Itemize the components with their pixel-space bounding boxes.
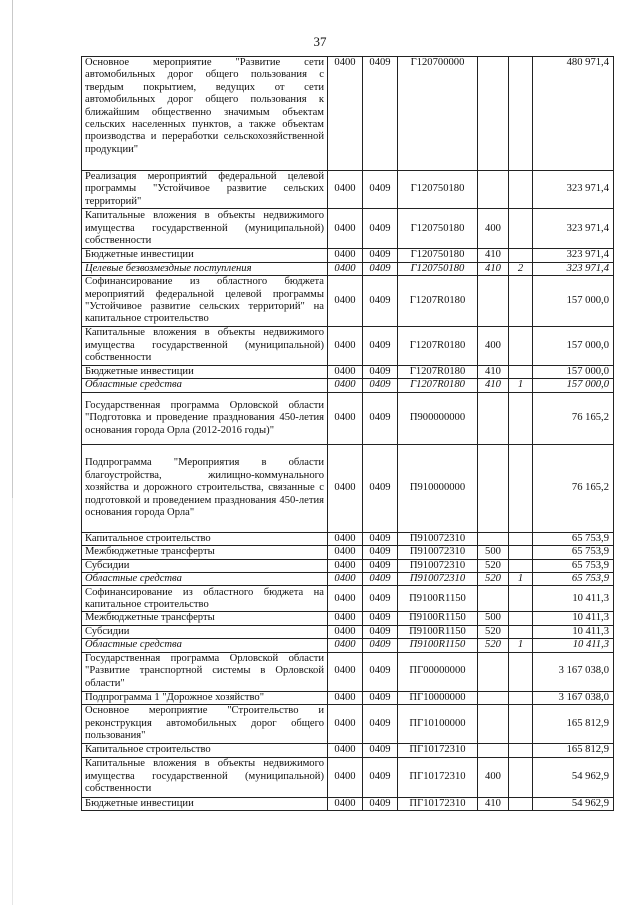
cell-sum: 65 753,9 [533,546,614,559]
cell-vr: 410 [478,249,509,262]
table-row [82,276,614,327]
table-row [82,379,614,392]
cell-csr: Г120750180 [398,209,478,249]
cell-rz: 0400 [328,379,363,392]
cell-csr: П9100R1150 [398,639,478,652]
cell-sum: 165 812,9 [533,705,614,744]
scan-edge-line [12,0,13,905]
cell-name: Межбюджетные трансферты [82,612,328,625]
cell-vr [478,532,509,545]
cell-csr: Г120750180 [398,262,478,275]
cell-csr: П9100R1150 [398,612,478,625]
cell-pr: 0409 [363,57,398,171]
cell-sum: 157 000,0 [533,379,614,392]
table-row [82,392,614,444]
cell-pr: 0409 [363,444,398,532]
cell-pr: 0409 [363,625,398,638]
cell-sum: 323 971,4 [533,262,614,275]
cell-name: Бюджетные инвестиции [82,366,328,379]
cell-csr: П910072310 [398,546,478,559]
table-row [82,691,614,704]
cell-ist [509,532,533,545]
cell-ist [509,546,533,559]
cell-rz: 0400 [328,392,363,444]
cell-name: Капитальное строительство [82,744,328,757]
cell-ist [509,57,533,171]
cell-name: Капитальные вложения в объекты недвижимого имущества государственной (муниципальной) собственности [82,327,328,366]
cell-name: Областные средства [82,639,328,652]
table-row [82,612,614,625]
cell-pr: 0409 [363,757,398,797]
cell-rz: 0400 [328,744,363,757]
cell-pr: 0409 [363,366,398,379]
cell-sum: 65 753,9 [533,573,614,586]
cell-sum: 157 000,0 [533,276,614,327]
budget-table [81,56,614,811]
cell-ist [509,625,533,638]
cell-pr: 0409 [363,327,398,366]
cell-csr: П9100R1150 [398,625,478,638]
cell-ist [509,705,533,744]
cell-pr: 0409 [363,209,398,249]
cell-ist: 1 [509,379,533,392]
cell-vr [478,276,509,327]
cell-ist [509,744,533,757]
cell-ist [509,249,533,262]
cell-rz: 0400 [328,262,363,275]
cell-csr: П910000000 [398,444,478,532]
cell-sum: 10 411,3 [533,586,614,612]
cell-name: Межбюджетные трансферты [82,546,328,559]
cell-rz: 0400 [328,532,363,545]
table-row [82,532,614,545]
cell-pr: 0409 [363,262,398,275]
cell-rz: 0400 [328,705,363,744]
cell-ist [509,444,533,532]
cell-vr [478,744,509,757]
cell-pr: 0409 [363,276,398,327]
cell-sum: 54 962,9 [533,757,614,797]
cell-rz: 0400 [328,444,363,532]
cell-pr: 0409 [363,652,398,691]
cell-name: Капитальные вложения в объекты недвижимого имущества государственной (муниципальной) собственности [82,757,328,797]
cell-rz: 0400 [328,652,363,691]
cell-ist [509,209,533,249]
cell-ist: 1 [509,573,533,586]
cell-pr: 0409 [363,532,398,545]
cell-name: Государственная программа Орловской области "Развитие транспортной системы в Орловской области" [82,652,328,691]
cell-name: Подпрограмма "Мероприятия в области благоустройства, жилищно-коммунального хозяйства и дорожного строительства, связанные с подготовкой и проведением празднования 450-летия основания города Орла" [82,444,328,532]
cell-rz: 0400 [328,639,363,652]
cell-csr: ПГ10000000 [398,691,478,704]
cell-vr [478,444,509,532]
table-row [82,625,614,638]
cell-csr: Г120750180 [398,249,478,262]
table-row [82,171,614,209]
cell-rz: 0400 [328,757,363,797]
cell-name: Бюджетные инвестиции [82,249,328,262]
cell-ist [509,559,533,572]
cell-ist [509,276,533,327]
cell-sum: 76 165,2 [533,392,614,444]
cell-name: Основное мероприятие "Строительство и реконструкция автомобильных дорог общего пользования" [82,705,328,744]
table-row [82,546,614,559]
cell-name: Капитальное строительство [82,532,328,545]
cell-pr: 0409 [363,612,398,625]
cell-ist [509,797,533,810]
cell-ist: 1 [509,639,533,652]
cell-vr [478,586,509,612]
cell-vr: 520 [478,573,509,586]
cell-name: Реализация мероприятий федеральной целевой программы "Устойчивое развитие сельских территорий" [82,171,328,209]
cell-name: Субсидии [82,625,328,638]
cell-name: Областные средства [82,573,328,586]
cell-vr: 410 [478,379,509,392]
cell-csr: ПГ10100000 [398,705,478,744]
cell-ist [509,612,533,625]
cell-csr: П910072310 [398,573,478,586]
cell-vr [478,691,509,704]
cell-ist [509,652,533,691]
cell-rz: 0400 [328,573,363,586]
table-row [82,652,614,691]
table-row [82,327,614,366]
cell-pr: 0409 [363,249,398,262]
cell-vr: 400 [478,327,509,366]
cell-sum: 3 167 038,0 [533,691,614,704]
cell-pr: 0409 [363,705,398,744]
cell-sum: 157 000,0 [533,327,614,366]
cell-pr: 0409 [363,546,398,559]
cell-rz: 0400 [328,57,363,171]
table-row [82,366,614,379]
table-row [82,639,614,652]
cell-name: Целевые безвозмездные поступления [82,262,328,275]
cell-pr: 0409 [363,573,398,586]
cell-sum: 10 411,3 [533,612,614,625]
cell-rz: 0400 [328,586,363,612]
cell-vr: 520 [478,639,509,652]
cell-sum: 480 971,4 [533,57,614,171]
cell-pr: 0409 [363,797,398,810]
cell-vr: 400 [478,757,509,797]
table-row [82,559,614,572]
cell-ist [509,586,533,612]
table-row [82,444,614,532]
cell-csr: ПГ00000000 [398,652,478,691]
cell-rz: 0400 [328,327,363,366]
cell-vr [478,392,509,444]
cell-vr: 520 [478,559,509,572]
cell-name: Капитальные вложения в объекты недвижимого имущества государственной (муниципальной) собственности [82,209,328,249]
cell-rz: 0400 [328,612,363,625]
table-row [82,586,614,612]
cell-ist [509,366,533,379]
cell-ist: 2 [509,262,533,275]
cell-sum: 65 753,9 [533,532,614,545]
cell-vr [478,652,509,691]
cell-sum: 3 167 038,0 [533,652,614,691]
cell-vr [478,705,509,744]
cell-name: Государственная программа Орловской области "Подготовка и проведение празднования 450-летия основания города Орла (2012-2016 годы)" [82,392,328,444]
cell-pr: 0409 [363,392,398,444]
cell-name: Субсидии [82,559,328,572]
table-row [82,57,614,171]
cell-name: Подпрограмма 1 "Дорожное хозяйство" [82,691,328,704]
cell-vr: 500 [478,612,509,625]
cell-name: Софинансирование из областного бюджета мероприятий федеральной целевой программы "Устойчивое развитие сельских территорий" на капитальное строительство [82,276,328,327]
cell-rz: 0400 [328,625,363,638]
cell-rz: 0400 [328,249,363,262]
cell-rz: 0400 [328,366,363,379]
cell-ist [509,327,533,366]
cell-csr: П910072310 [398,532,478,545]
cell-pr: 0409 [363,379,398,392]
cell-sum: 323 971,4 [533,171,614,209]
cell-csr: Г1207R0180 [398,276,478,327]
table-row [82,744,614,757]
cell-sum: 54 962,9 [533,797,614,810]
cell-name: Областные средства [82,379,328,392]
cell-vr [478,57,509,171]
cell-ist [509,171,533,209]
cell-csr: Г120700000 [398,57,478,171]
cell-ist [509,392,533,444]
cell-vr [478,171,509,209]
cell-vr: 410 [478,366,509,379]
cell-vr: 410 [478,797,509,810]
cell-csr: Г120750180 [398,171,478,209]
cell-pr: 0409 [363,691,398,704]
table-row [82,705,614,744]
cell-csr: П900000000 [398,392,478,444]
table-row [82,797,614,810]
cell-csr: Г1207R0180 [398,327,478,366]
page-number: 37 [313,34,327,49]
cell-rz: 0400 [328,546,363,559]
table-row [82,249,614,262]
table-row [82,757,614,797]
cell-ist [509,757,533,797]
cell-name: Основное мероприятие "Развитие сети автомобильных дорог общего пользования с твердым покрытием, ведущих от сети автомобильных дорог общего пользования к ближайшим общественно значимым объектам сельских населенных пунктов, а также объектам производства и переработки сельскохозяйственной продукции" [82,57,328,171]
table-row [82,262,614,275]
cell-rz: 0400 [328,171,363,209]
cell-csr: П910072310 [398,559,478,572]
table-row [82,209,614,249]
cell-ist [509,691,533,704]
cell-rz: 0400 [328,276,363,327]
cell-vr: 410 [478,262,509,275]
cell-sum: 323 971,4 [533,249,614,262]
cell-sum: 323 971,4 [533,209,614,249]
cell-vr: 500 [478,546,509,559]
cell-sum: 165 812,9 [533,744,614,757]
cell-pr: 0409 [363,171,398,209]
cell-csr: ПГ10172310 [398,757,478,797]
cell-csr: П9100R1150 [398,586,478,612]
cell-sum: 10 411,3 [533,625,614,638]
cell-rz: 0400 [328,559,363,572]
cell-sum: 76 165,2 [533,444,614,532]
cell-vr: 520 [478,625,509,638]
cell-sum: 10 411,3 [533,639,614,652]
cell-csr: ПГ10172310 [398,797,478,810]
cell-pr: 0409 [363,559,398,572]
cell-csr: Г1207R0180 [398,366,478,379]
cell-vr: 400 [478,209,509,249]
cell-name: Бюджетные инвестиции [82,797,328,810]
cell-csr: Г1207R0180 [398,379,478,392]
cell-sum: 157 000,0 [533,366,614,379]
cell-rz: 0400 [328,691,363,704]
cell-name: Софинансирование из областного бюджета на капитальное строительство [82,586,328,612]
cell-rz: 0400 [328,209,363,249]
cell-pr: 0409 [363,639,398,652]
cell-sum: 65 753,9 [533,559,614,572]
table-row [82,573,614,586]
cell-pr: 0409 [363,744,398,757]
cell-csr: ПГ10172310 [398,744,478,757]
cell-rz: 0400 [328,797,363,810]
cell-pr: 0409 [363,586,398,612]
